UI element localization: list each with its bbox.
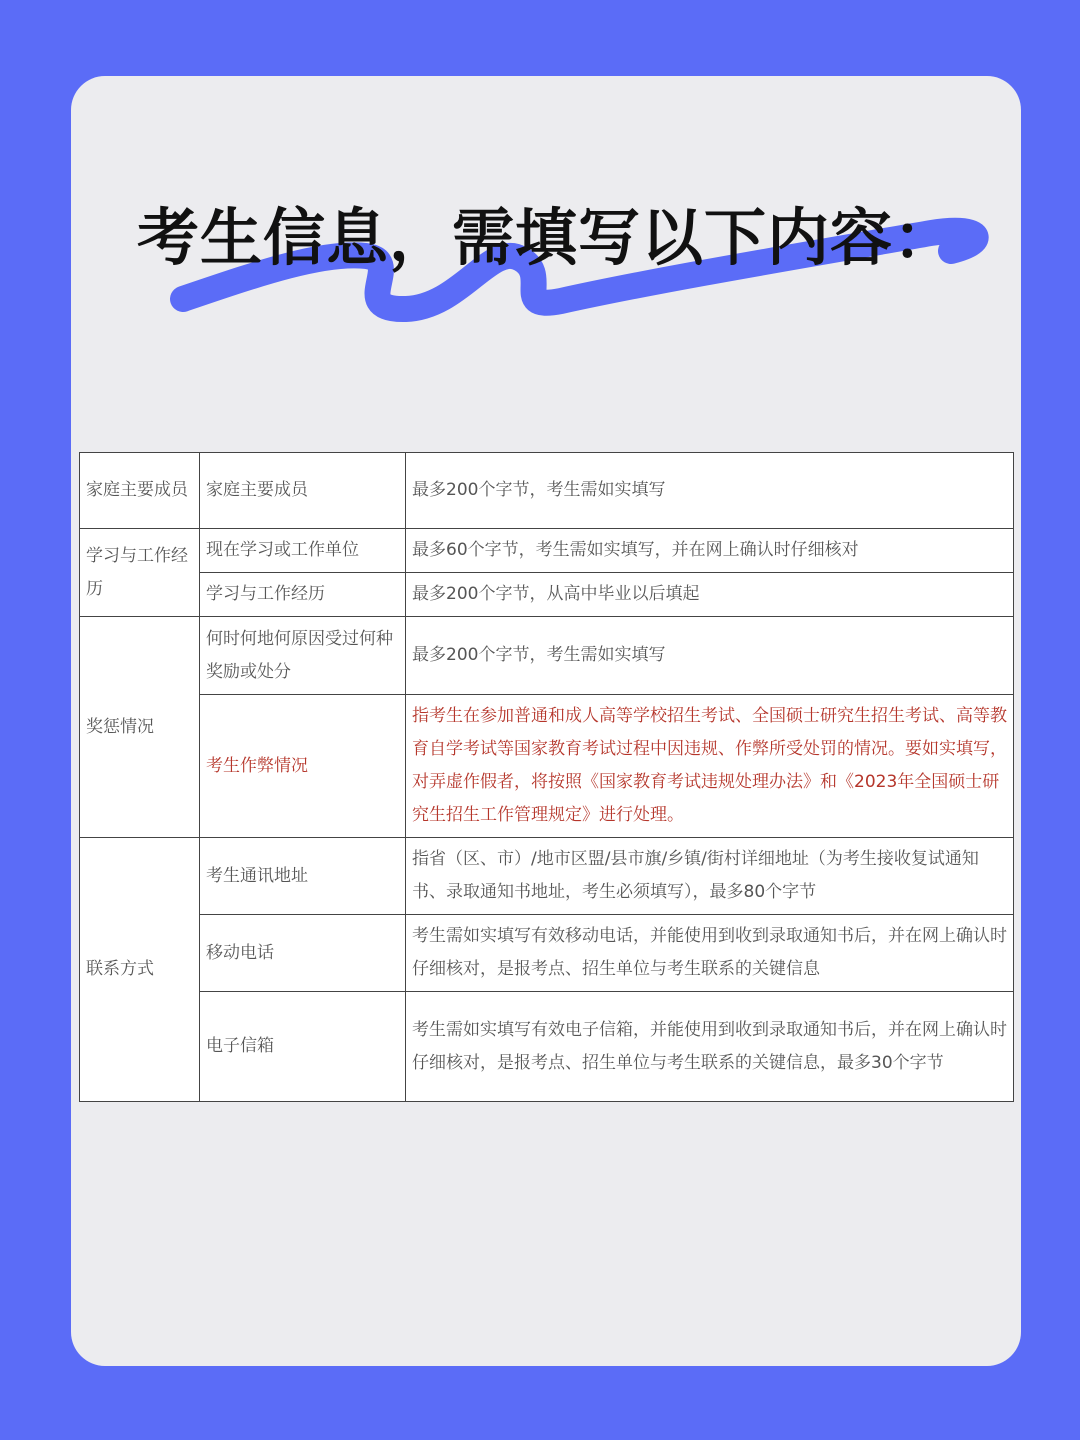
field-cell: 电子信箱 [200, 992, 406, 1102]
description-cell: 指省（区、市）/地市区盟/县市旗/乡镇/街村详细地址（为考生接收复试通知书、录取通知书地址，考生必须填写），最多80个字节 [406, 838, 1014, 915]
table-row [80, 838, 1014, 915]
page-title: 考生信息，需填写以下内容： [137, 201, 957, 274]
description-cell: 考生需如实填写有效电子信箱，并能使用到收到录取通知书后，并在网上确认时仔细核对，是报考点、招生单位与考生联系的关键信息，最多30个字节 [406, 992, 1014, 1102]
category-cell: 学习与工作经历 [80, 529, 200, 617]
table-row [80, 915, 1014, 992]
table-row [80, 992, 1014, 1102]
table-row [80, 573, 1014, 617]
category-cell: 奖惩情况 [80, 617, 200, 838]
description-cell: 考生需如实填写有效移动电话，并能使用到收到录取通知书后，并在网上确认时仔细核对，是报考点、招生单位与考生联系的关键信息 [406, 915, 1014, 992]
description-cell: 最多60个字节，考生需如实填写，并在网上确认时仔细核对 [406, 529, 1014, 573]
content-card [71, 76, 1021, 1366]
description-cell: 最多200个字节，从高中毕业以后填起 [406, 573, 1014, 617]
description-cell: 最多200个字节，考生需如实填写 [406, 617, 1014, 695]
candidate-info-table [79, 452, 1014, 1102]
table-row [80, 617, 1014, 695]
field-cell: 考生通讯地址 [200, 838, 406, 915]
category-cell: 家庭主要成员 [80, 453, 200, 529]
category-cell: 联系方式 [80, 838, 200, 1102]
table-row [80, 695, 1014, 838]
description-cell-highlight: 指考生在参加普通和成人高等学校招生考试、全国硕士研究生招生考试、高等教育自学考试等国家教育考试过程中因违规、作弊所受处罚的情况。要如实填写，对弄虚作假者，将按照《国家教育考试违规处理办法》和《2023年全国硕士研究生招生工作管理规定》进行处理。 [406, 695, 1014, 838]
field-cell: 现在学习或工作单位 [200, 529, 406, 573]
description-cell: 最多200个字节，考生需如实填写 [406, 453, 1014, 529]
field-cell: 学习与工作经历 [200, 573, 406, 617]
table-row [80, 453, 1014, 529]
field-cell-highlight: 考生作弊情况 [200, 695, 406, 838]
field-cell: 移动电话 [200, 915, 406, 992]
table-row [80, 529, 1014, 573]
field-cell: 何时何地何原因受过何种奖励或处分 [200, 617, 406, 695]
field-cell: 家庭主要成员 [200, 453, 406, 529]
